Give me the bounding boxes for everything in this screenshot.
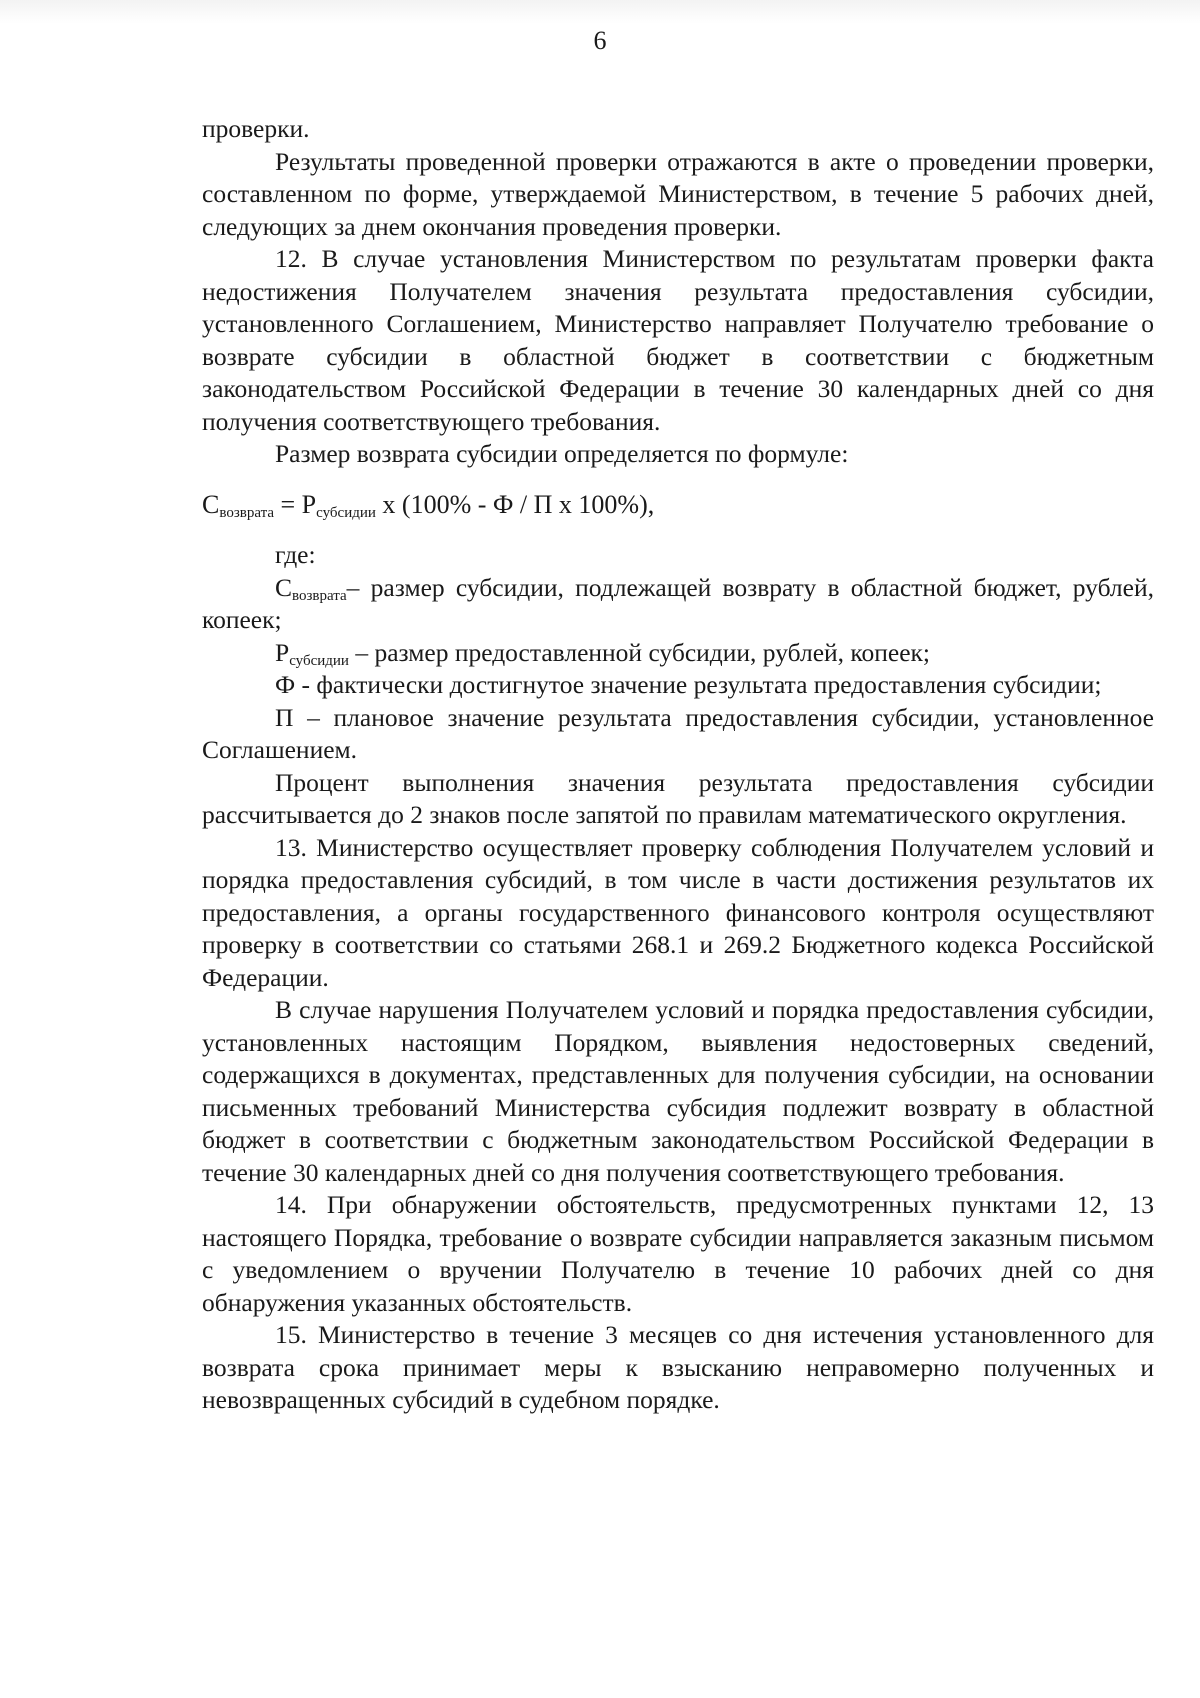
- definition-p-base: Р: [275, 637, 290, 667]
- paragraph-percent-rounding: Процент выполнения значения результата предоставления субсидии рассчитывается до 2 знаков после запятой по правилам математического округления.: [202, 767, 1154, 829]
- document-body: [202, 113, 1154, 1417]
- formula-equals: =: [274, 489, 302, 519]
- definition-c-base: С: [275, 572, 293, 602]
- paragraph-item-13: 13. Министерство осуществляет проверку соблюдения Получателем условий и порядка предоставления субсидий, в том числе в части достижения результатов их предоставления, а органы государственного финансового контроля осуществляют проверку в соответствии со статьями 268.1 и 269.2 Бюджетного кодекса Российской Федерации.: [202, 832, 1154, 992]
- definition-c-subscript: возврата: [292, 587, 347, 604]
- paragraph-violation-refund: В случае нарушения Получателем условий и порядка предоставления субсидии, установленных настоящим Порядком, выявления недостоверных сведений, содержащихся в документах, представленных для получения субсидии, на основании письменных требований Министерства субсидия подлежит возврату в областной бюджет в соответствии с бюджетным законодательством Российской Федерации в течение 30 календарных дней со дня получения соответствующего требования.: [202, 995, 1154, 1187]
- definition-f-actual: Ф - фактически достигнутое значение результата предоставления субсидии;: [275, 670, 1102, 699]
- formula-rhs-subscript: субсидии: [316, 504, 376, 521]
- paragraph-results-act: Результаты проведенной проверки отражаются в акте о проведении проверки, составленном по форме, утверждаемой Министерством, в течение 5 рабочих дней, следующих за днем окончания проведения проверки.: [202, 146, 1154, 241]
- paragraph-continuation: проверки.: [202, 114, 310, 143]
- page-number: 6: [593, 26, 607, 55]
- definition-c-text: – размер субсидии, подлежащей возврату в областной бюджет, рублей, копеек;: [202, 572, 1154, 634]
- formula-lhs-subscript: возврата: [219, 504, 274, 521]
- paragraph-item-15: 15. Министерство в течение 3 месяцев со дня истечения установленного для возврата срока принимает меры к взысканию неправомерно полученных и невозвращенных субсидий в судебном порядке.: [202, 1320, 1154, 1414]
- definition-p-text: – размер предоставленной субсидии, рублей, копеек;: [348, 637, 931, 667]
- paragraph-item-12: 12. В случае установления Министерством по результатам проверки факта недостижения Получателем значения результата предоставления субсидии, установленного Соглашением, Министерство направляет Получателю требование о возврате субсидии в областной бюджет в соответствии с бюджетным законодательством Российской Федерации в течение 30 календарных дней со дня получения соответствующего требования.: [202, 244, 1154, 436]
- paragraph-where: где:: [275, 540, 316, 569]
- formula-rhs-base: Р: [301, 489, 317, 519]
- refund-formula: [202, 489, 1154, 522]
- definition-c-refund: [202, 572, 1154, 637]
- paragraph-item-14: 14. При обнаружении обстоятельств, предусмотренных пунктами 12, 13 настоящего Порядка, требование о возврате субсидии направляется заказным письмом с уведомлением о вручении Получателю в течение 10 рабочих дней со дня обнаружения указанных обстоятельств.: [202, 1190, 1154, 1317]
- definition-p-subscript: субсидии: [289, 652, 349, 669]
- formula-rhs-rest: х (100% - Ф / П х 100%),: [375, 489, 655, 519]
- formula-lhs-base: С: [202, 489, 220, 519]
- definition-p-subsidy: [202, 637, 1154, 670]
- scan-edge-shadow: [0, 0, 1200, 24]
- definition-p-planned: П – плановое значение результата предоставления субсидии, установленное Соглашением.: [202, 702, 1154, 764]
- paragraph-formula-intro: Размер возврата субсидии определяется по формуле:: [275, 439, 849, 468]
